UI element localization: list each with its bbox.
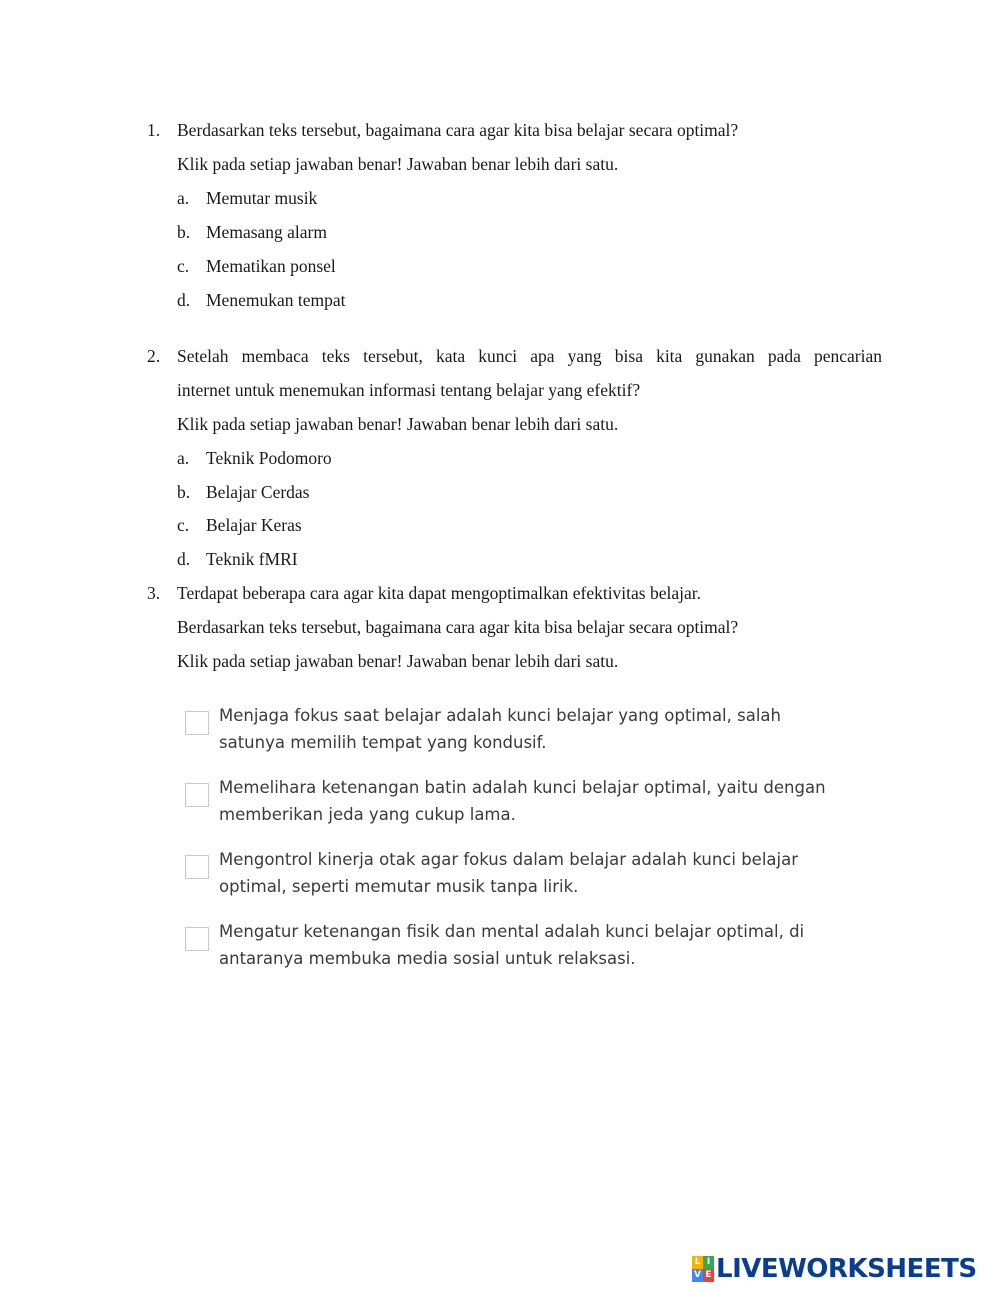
liveworksheets-brand	[692, 1252, 977, 1286]
answer-option[interactable]: b. Memasang alarm	[177, 222, 327, 242]
checkbox-label[interactable]: Mengatur ketenangan fisik dan mental adalah kunci belajar optimal, di antaranya membuka media sosial untuk relaksasi.	[219, 922, 805, 968]
question-text: Berdasarkan teks tersebut, bagaimana cara agar kita bisa belajar secara optimal?	[177, 120, 739, 140]
answer-option[interactable]: a. Memutar musik	[177, 188, 318, 208]
answer-checkbox[interactable]	[185, 927, 209, 951]
answer-option[interactable]: a. Teknik Podomoro	[177, 448, 332, 468]
question-number: 1.	[147, 120, 161, 140]
question-instruction: Klik pada setiap jawaban benar! Jawaban benar lebih dari satu.	[177, 651, 619, 671]
answer-option[interactable]: c. Mematikan ponsel	[177, 256, 336, 276]
brand-name: LIVEWORKSHEETS	[716, 1254, 977, 1284]
checkbox-label[interactable]: Mengontrol kinerja otak agar fokus dalam belajar adalah kunci belajar optimal, seperti memutar musik tanpa lirik.	[219, 850, 799, 896]
question-text: Terdapat beberapa cara agar kita dapat mengoptimalkan efektivitas belajar.	[177, 583, 702, 603]
answer-checkbox[interactable]	[185, 855, 209, 879]
question-text: Setelah membaca teks tersebut, kata kunci apa yang bisa kita gunakan pada pencarian	[177, 346, 882, 366]
question-instruction: Klik pada setiap jawaban benar! Jawaban benar lebih dari satu.	[177, 414, 619, 434]
question-text: internet untuk menemukan informasi tentang belajar yang efektif?	[177, 380, 641, 400]
answer-checkbox[interactable]	[185, 711, 209, 735]
question-number: 3.	[147, 583, 161, 603]
checkbox-label[interactable]: Menjaga fokus saat belajar adalah kunci belajar yang optimal, salah satunya memilih tempat yang kondusif.	[219, 706, 781, 752]
answer-option[interactable]: c. Belajar Keras	[177, 515, 302, 535]
answer-checkbox[interactable]	[185, 783, 209, 807]
question-text: Berdasarkan teks tersebut, bagaimana cara agar kita bisa belajar secara optimal?	[177, 617, 739, 637]
checkbox-label[interactable]: Memelihara ketenangan batin adalah kunci belajar optimal, yaitu dengan memberikan jeda yang cukup lama.	[219, 778, 826, 824]
answer-option[interactable]: d. Teknik fMRI	[177, 549, 298, 569]
question-instruction: Klik pada setiap jawaban benar! Jawaban benar lebih dari satu.	[177, 154, 619, 174]
answer-option[interactable]: d. Menemukan tempat	[177, 290, 346, 310]
answer-option[interactable]: b. Belajar Cerdas	[177, 482, 310, 502]
question-number: 2.	[147, 346, 161, 366]
liveworksheets-logo-icon: L I V E	[692, 1256, 714, 1282]
